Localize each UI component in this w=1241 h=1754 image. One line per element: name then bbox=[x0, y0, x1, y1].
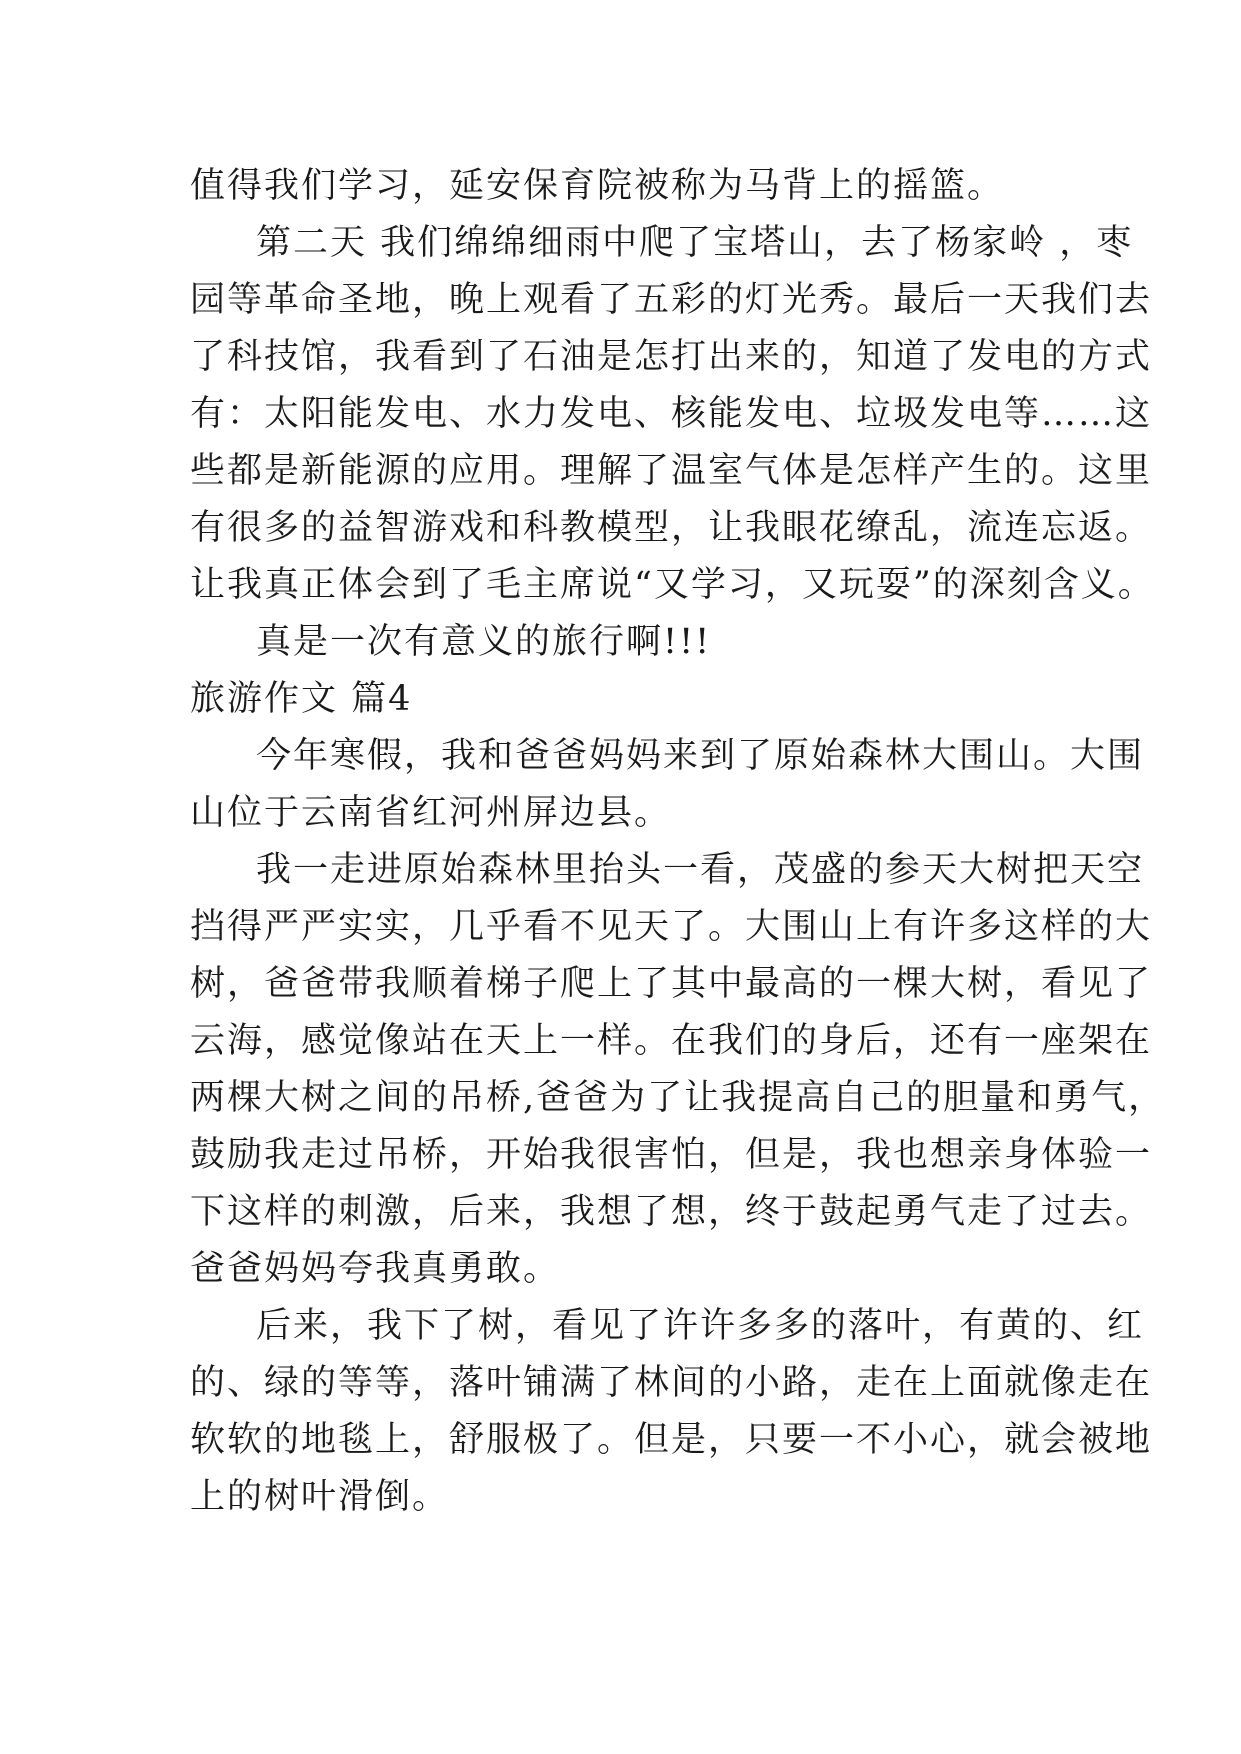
paragraph-line: 了科技馆，我看到了石油是怎打出来的，知道了发电的方式 bbox=[190, 337, 1153, 377]
paragraph-line: 山位于云南省红河州屏边县。 bbox=[190, 793, 672, 833]
section-title: 旅游作文 篇4 bbox=[190, 679, 413, 719]
paragraph-line: 有：太阳能发电、水力发电、核能发电、垃圾发电等……这 bbox=[190, 394, 1153, 434]
paragraph-line: 些都是新能源的应用。理解了温室气体是怎样产生的。这里 bbox=[190, 451, 1153, 491]
paragraph-line: 让我真正体会到了毛主席说“又学习，又玩耍”的深刻含义。 bbox=[190, 565, 1155, 605]
paragraph-line: 值得我们学习，延安保育院被称为马背上的摇篮。 bbox=[190, 166, 1005, 206]
paragraph-line: 今年寒假，我和爸爸妈妈来到了原始森林大围山。大围 bbox=[256, 736, 1145, 776]
paragraph-line: 有很多的益智游戏和科教模型，让我眼花缭乱，流连忘返。 bbox=[190, 508, 1153, 548]
paragraph-line: 爸爸妈妈夸我真勇敢。 bbox=[190, 1249, 561, 1289]
paragraph-line: 云海，感觉像站在天上一样。在我们的身后，还有一座架在 bbox=[190, 1021, 1153, 1061]
paragraph-line: 的、绿的等等，落叶铺满了林间的小路，走在上面就像走在 bbox=[190, 1363, 1153, 1403]
paragraph-line: 软软的地毯上，舒服极了。但是，只要一不小心，就会被地 bbox=[190, 1420, 1153, 1460]
paragraph-line: 我一走进原始森林里抬头一看，茂盛的参天大树把天空 bbox=[256, 850, 1145, 890]
paragraph-line: 鼓励我走过吊桥，开始我很害怕，但是，我也想亲身体验一 bbox=[190, 1135, 1153, 1175]
paragraph-line: 挡得严严实实，几乎看不见天了。大围山上有许多这样的大 bbox=[190, 907, 1153, 947]
paragraph-line: 两棵大树之间的吊桥,爸爸为了让我提高自己的胆量和勇气， bbox=[190, 1078, 1166, 1118]
paragraph-line: 后来，我下了树，看见了许许多多的落叶，有黄的、红 bbox=[256, 1306, 1145, 1346]
paragraph-line: 真是一次有意义的旅行啊!!! bbox=[256, 622, 712, 662]
paragraph-line: 下这样的刺激，后来，我想了想，终于鼓起勇气走了过去。 bbox=[190, 1192, 1153, 1232]
paragraph-line: 上的树叶滑倒。 bbox=[190, 1477, 450, 1517]
paragraph-line: 园等革命圣地，晚上观看了五彩的灯光秀。最后一天我们去 bbox=[190, 280, 1153, 320]
paragraph-line: 树，爸爸带我顺着梯子爬上了其中最高的一棵大树，看见了 bbox=[190, 964, 1153, 1004]
paragraph-line: 第二天 我们绵绵细雨中爬了宝塔山，去了杨家岭 ，枣 bbox=[256, 223, 1134, 263]
